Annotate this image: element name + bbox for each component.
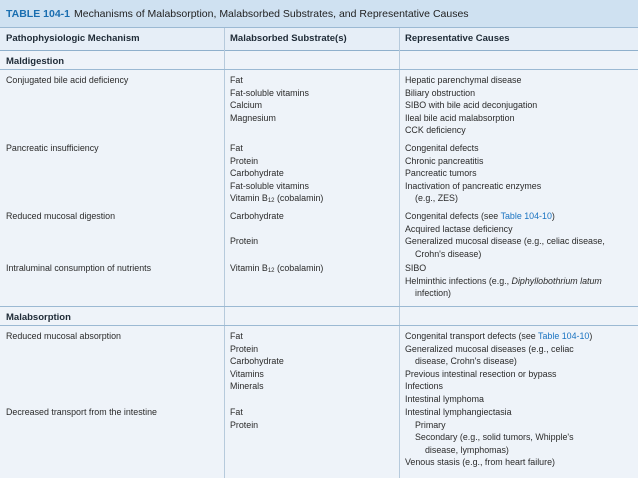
table-row-mechanism: Reduced mucosal absorption [6, 331, 121, 341]
section-heading-maldigestion: Maldigestion [6, 56, 65, 67]
header-mechanism: Pathophysiologic Mechanism [6, 33, 140, 44]
table-row-substrates: Fat Protein [230, 407, 259, 430]
table-row-substrates: Fat Protein Carbohydrate Fat-soluble vitamins Vitamin B12 (cobalamin) [230, 143, 324, 205]
table-row-mechanism: Reduced mucosal digestion [6, 211, 116, 221]
table-row-substrates: Vitamin B12 (cobalamin) [230, 263, 324, 274]
table-title: Mechanisms of Malabsorption, Malabsorbed Substrates, and Representative Causes [74, 7, 469, 20]
table-title-bar [0, 0, 638, 28]
table-ref-link[interactable]: Table 104-10 [500, 211, 552, 221]
table-row-causes: Congenital defects Chronic pancreatitis Pancreatic tumors Inactivation of pancreatic enzymes (e.g., ZES) [405, 143, 542, 204]
table-row-substrates: Fat Fat-soluble vitamins Calcium Magnesium [230, 75, 309, 123]
table-row-causes: Hepatic parenchymal disease Biliary obstruction SIBO with bile acid deconjugation Ileal bile acid malabsorption CCK deficiency [405, 75, 538, 136]
table-number: TABLE 104-1 [6, 7, 70, 20]
section-divider [0, 325, 638, 326]
table-row-mechanism: Decreased transport from the intestine [6, 407, 157, 417]
table-row-causes: Intestinal lymphangiectasia Primary Secondary (e.g., solid tumors, Whipple's disease, lymphomas) Venous stasis (e.g., from heart failure) [405, 407, 574, 468]
table-row-causes: Congenital transport defects (see Table 104-10) Generalized mucosal diseases (e.g., celiac disease, Crohn's disease) Previous intestinal resection or bypass Infections Intestinal lymphoma [405, 331, 593, 404]
column-divider [224, 28, 225, 478]
table-row-causes: Congenital defects (see Table 104-10) Acquired lactase deficiency Generalized mucosal disease (e.g., celiac disease, Crohn's disease) [405, 211, 605, 259]
table-row-substrates: Fat Protein Carbohydrate Vitamins Minerals [230, 331, 284, 392]
section-divider [0, 306, 638, 307]
header-causes: Representative Causes [405, 33, 510, 44]
table-row-mechanism: Intraluminal consumption of nutrients [6, 263, 152, 273]
column-divider [399, 28, 400, 478]
header-substrates: Malabsorbed Substrate(s) [230, 33, 347, 44]
table-row-mechanism: Pancreatic insufficiency [6, 143, 99, 153]
section-heading-malabsorption: Malabsorption [6, 312, 71, 323]
table-row-causes: SIBO Helminthic infections (e.g., Diphyllobothrium latum infection) [405, 263, 602, 299]
table-row-mechanism: Conjugated bile acid deficiency [6, 75, 129, 85]
section-divider [0, 69, 638, 70]
table-row-substrates: Carbohydrate Protein [230, 211, 284, 247]
table-ref-link[interactable]: Table 104-10 [538, 331, 590, 341]
